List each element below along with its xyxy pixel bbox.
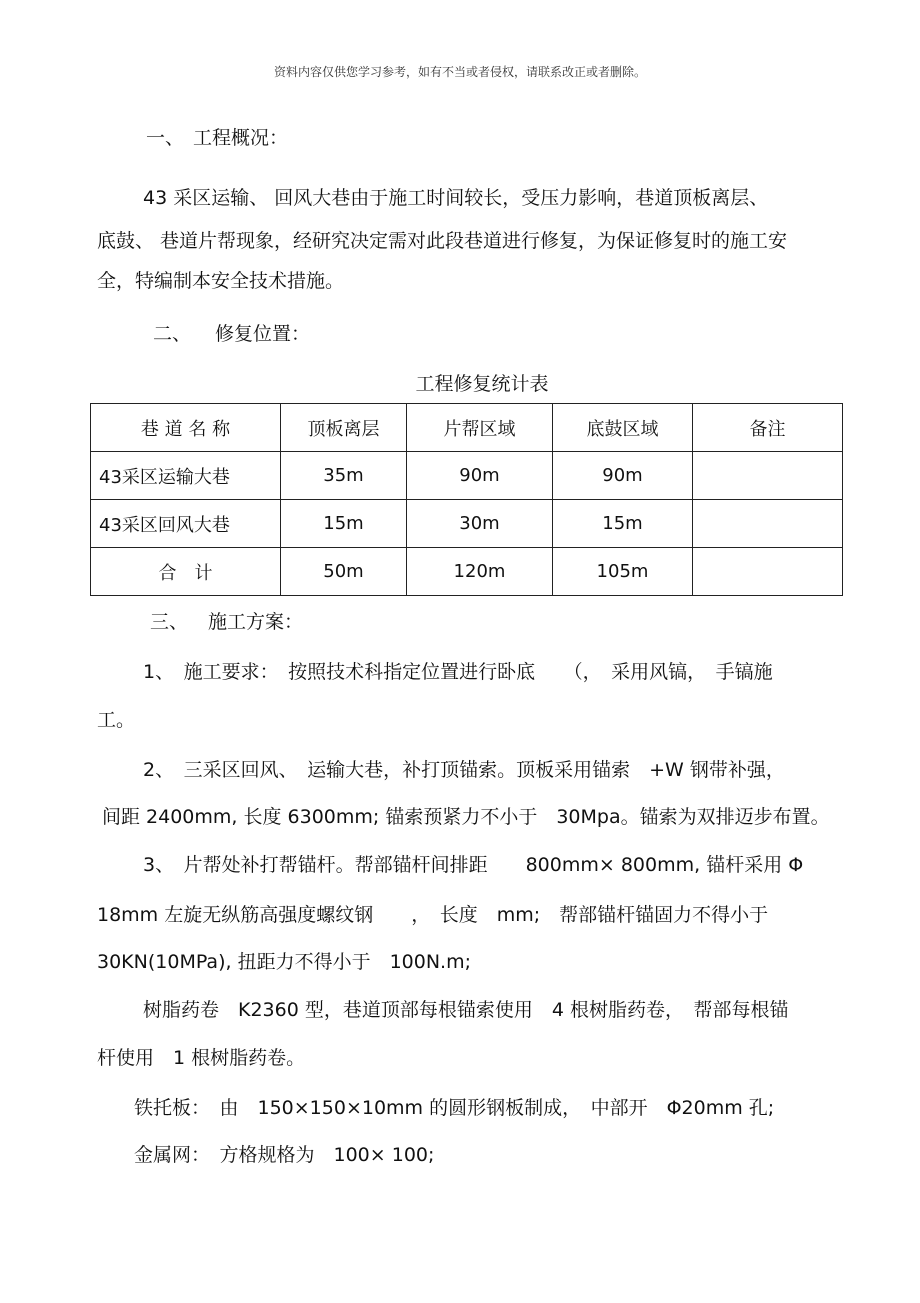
overview-line-1: 43 采区运输、 回风大巷由于施工时间较长，受压力影响，巷道顶板离层、 [143,187,769,209]
resin-line-2: 杆使用 1 根树脂药卷。 [97,1047,306,1069]
table-cell: 35m [281,452,407,500]
iron-plate-line: 铁托板： 由 150×150×10mm 的圆形钢板制成， 中部开 Φ20mm 孔; [134,1097,775,1119]
header-cell: 底鼓区域 [553,404,693,452]
section3-number: 三、 [150,611,189,633]
section1-number: 一、 [146,127,185,149]
table-cell [693,548,843,596]
table-cell: 15m [281,500,407,548]
table-cell: 90m [407,452,553,500]
item-3-line-1: 3、 片帮处补打帮锚杆。帮部锚杆间排距 800mm× 800mm, 锚杆采用 Φ [143,854,804,876]
table-cell [693,452,843,500]
item-2-line-1: 2、 三采区回风、 运输大巷，补打顶锚索。顶板采用锚索 +W 钢带补强， [143,759,785,781]
table-cell: 43采区运输大巷 [91,452,281,500]
section1-title: 工程概况： [193,127,289,149]
item-1-line-2: 工。 [97,709,136,731]
resin-line-1: 树脂药卷 K2360 型，巷道顶部每根锚索使用 4 根树脂药卷， 帮部每根锚 [143,999,789,1021]
table-cell: 120m [407,548,553,596]
table-caption: 工程修复统计表 [415,373,549,395]
table-cell: 105m [553,548,693,596]
table-row [91,452,843,500]
overview-line-2: 底鼓、 巷道片帮现象，经研究决定需对此段巷道进行修复，为保证修复时的施工安 [97,230,788,252]
item-2-line-2: 间距 2400mm, 长度 6300mm; 锚索预紧力不小于 30Mpa。锚索为双排迈步布置。 [102,806,830,828]
item-1-line-1: 1、 施工要求： 按照技术科指定位置进行卧底 （， 采用风镐， 手镐施 [143,661,773,683]
item-3-line-3: 30KN(10MPa), 扭距力不得小于 100N.m; [97,951,471,973]
header-cell: 片帮区域 [407,404,553,452]
table-cell: 15m [553,500,693,548]
header-cell: 巷 道 名 称 [91,404,281,452]
metal-mesh-line: 金属网： 方格规格为 100× 100; [134,1144,435,1166]
table-cell: 43采区回风大巷 [91,500,281,548]
table-cell [693,500,843,548]
table-total-row [91,548,843,596]
header-cell: 备注 [693,404,843,452]
item-3-line-2: 18mm 左旋无纵筋高强度螺纹钢 ， 长度 mm; 帮部锚杆锚固力不得小于 [97,904,769,926]
table-cell: 50m [281,548,407,596]
section2-title: 修复位置： [215,323,311,345]
table-cell: 合 计 [91,548,281,596]
section3-title: 施工方案： [208,611,304,633]
header-cell: 顶板离层 [281,404,407,452]
repair-statistics-table [90,403,843,596]
table-cell: 90m [553,452,693,500]
table-header-row [91,404,843,452]
table-cell: 30m [407,500,553,548]
section2-number: 二、 [153,323,192,345]
table-row [91,500,843,548]
overview-line-3: 全，特编制本安全技术措施。 [97,270,345,292]
copyright-notice: 资料内容仅供您学习参考，如有不当或者侵权，请联系改正或者删除。 [273,65,646,79]
